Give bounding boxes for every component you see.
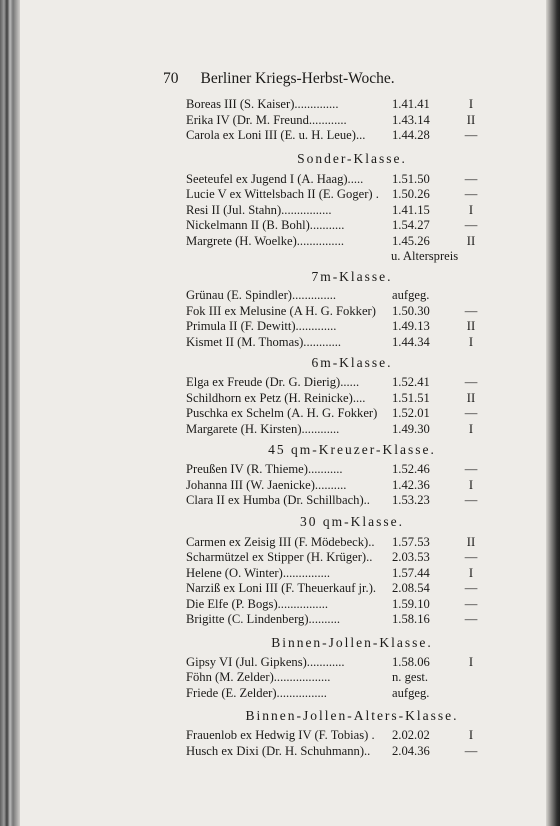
- race-time: 2.08.54: [392, 581, 430, 595]
- boat-entry: Fok III ex Melusine (A H. G. Fokker): [186, 303, 376, 318]
- result-row: [166, 462, 498, 478]
- boat-entry: Helene (O. Winter)...............: [186, 565, 331, 580]
- race-time: aufgeg.: [392, 288, 430, 302]
- placement-mark: I: [468, 565, 474, 580]
- prize-note: [166, 249, 498, 264]
- results-content: [166, 97, 498, 759]
- result-row: [166, 406, 498, 422]
- result-row: [166, 234, 498, 250]
- section-title: Sonder-Klasse.: [297, 150, 407, 166]
- placement-mark: —: [464, 493, 478, 507]
- result-row: [166, 304, 498, 320]
- result-row: [166, 612, 498, 628]
- boat-entry: Carola ex Loni III (E. u. H. Leue)...: [186, 128, 366, 142]
- race-time: 1.49.13: [392, 319, 430, 333]
- boat-entry: Resi II (Jul. Stahn)................: [186, 202, 332, 217]
- race-time: 1.52.01: [392, 406, 430, 420]
- placement-mark: II: [466, 112, 476, 127]
- boat-entry: Kismet II (M. Thomas)............: [186, 334, 342, 349]
- boat-entry: Johanna III (W. Jaenicke)..........: [186, 477, 347, 492]
- race-time: 1.53.23: [392, 493, 430, 507]
- result-row: [166, 113, 498, 129]
- boat-entry: Gipsy VI (Jul. Gipkens)............: [186, 654, 345, 669]
- placement-mark: I: [468, 421, 474, 436]
- result-row: [166, 478, 498, 494]
- race-time: 1.52.46: [392, 462, 430, 476]
- placement-mark: —: [464, 375, 478, 389]
- result-row: [166, 728, 498, 744]
- boat-entry: Lucie V ex Wittelsbach II (E. Goger) .: [186, 187, 379, 201]
- result-row: [166, 655, 498, 671]
- prize-note-text: u. Alterspreis: [391, 249, 459, 263]
- result-row: [166, 391, 498, 407]
- boat-entry: Narziß ex Loni III (F. Theuerkauf jr.).: [186, 581, 377, 595]
- section-title: Binnen-Jollen-Alters-Klasse.: [245, 708, 459, 723]
- race-time: 1.51.50: [392, 171, 430, 186]
- result-row: [166, 288, 498, 304]
- race-time: 2.02.02: [392, 728, 430, 742]
- boat-entry: Die Elfe (P. Bogs)................: [186, 596, 329, 611]
- race-time: 1.43.14: [392, 112, 430, 127]
- placement-mark: I: [468, 477, 474, 492]
- boat-entry: Primula II (F. Dewitt).............: [186, 319, 337, 333]
- result-block: [166, 635, 498, 702]
- race-time: 2.04.36: [392, 743, 430, 758]
- placement-mark: —: [464, 550, 478, 564]
- result-row: [166, 550, 498, 566]
- placement-mark: —: [464, 218, 478, 232]
- placement-mark: II: [466, 319, 476, 333]
- boat-entry: Schildhorn ex Petz (H. Reinicke)....: [186, 390, 366, 405]
- result-row: [166, 422, 498, 438]
- race-time: 1.59.10: [392, 596, 430, 611]
- placement-mark: —: [464, 187, 478, 201]
- boat-entry: Carmen ex Zeisig III (F. Mödebeck)..: [186, 534, 375, 549]
- result-row: [166, 535, 498, 551]
- section-title: 6m-Klasse.: [311, 355, 393, 370]
- race-time: 1.58.16: [392, 612, 430, 626]
- result-row: [166, 128, 498, 144]
- race-time: 1.49.30: [392, 421, 430, 436]
- race-time: 1.57.53: [392, 534, 430, 549]
- result-row: [166, 566, 498, 582]
- race-time: 1.58.06: [392, 654, 430, 669]
- boat-entry: Husch ex Dixi (Dr. H. Schuhmann)..: [186, 743, 371, 758]
- result-row: [166, 218, 498, 234]
- boat-entry: Friede (E. Zelder)................: [186, 685, 327, 700]
- placement-mark: —: [464, 612, 478, 626]
- page-number: 70: [163, 70, 179, 87]
- race-time: 1.51.51: [392, 390, 430, 405]
- race-time: 1.50.26: [392, 187, 430, 201]
- result-row: [166, 670, 498, 686]
- result-block: [166, 269, 498, 350]
- section-title: 45 qm-Kreuzer-Klasse.: [268, 442, 436, 457]
- boat-entry: Grünau (E. Spindler)..............: [186, 288, 337, 302]
- section-title: 30 qm-Klasse.: [300, 513, 404, 529]
- placement-mark: —: [464, 406, 478, 420]
- result-block: [166, 97, 498, 144]
- result-row: [166, 686, 498, 702]
- page-fore-edge: [546, 0, 560, 826]
- race-time: 1.52.41: [392, 375, 430, 389]
- boat-entry: Boreas III (S. Kaiser)..............: [186, 97, 339, 111]
- placement-mark: I: [468, 334, 474, 349]
- boat-entry: Preußen IV (R. Thieme)...........: [186, 462, 343, 476]
- result-row: [166, 744, 498, 760]
- boat-entry: Föhn (M. Zelder)..................: [186, 670, 331, 684]
- race-time: 1.42.36: [392, 477, 430, 492]
- result-row: [166, 187, 498, 203]
- boat-entry: Frauenlob ex Hedwig IV (F. Tobias) .: [186, 728, 375, 742]
- result-block: [166, 355, 498, 437]
- boat-entry: Seeteufel ex Jugend I (A. Haag).....: [186, 171, 364, 186]
- boat-entry: Elga ex Freude (Dr. G. Dierig)......: [186, 375, 360, 389]
- running-title: Berliner Kriegs-Herbst-Woche.: [200, 70, 395, 87]
- placement-mark: —: [464, 303, 478, 318]
- placement-mark: II: [466, 534, 476, 549]
- placement-mark: —: [464, 171, 478, 186]
- boat-entry: Erika IV (Dr. M. Freund............: [186, 112, 347, 127]
- result-row: [166, 375, 498, 391]
- result-row: [166, 493, 498, 509]
- result-block: [166, 514, 498, 628]
- boat-entry: Scharmützel ex Stipper (H. Krüger)..: [186, 550, 373, 564]
- race-time: 1.41.15: [392, 202, 430, 217]
- placement-mark: I: [468, 97, 474, 111]
- boat-entry: Clara II ex Humba (Dr. Schillbach)..: [186, 493, 370, 507]
- placement-mark: —: [464, 581, 478, 595]
- boat-entry: Nickelmann II (B. Bohl)...........: [186, 218, 345, 232]
- boat-entry: Puschka ex Schelm (A. H. G. Fokker): [186, 406, 378, 420]
- race-time: 1.41.41: [392, 97, 430, 111]
- placement-mark: I: [468, 728, 474, 742]
- placement-mark: —: [464, 128, 478, 142]
- race-time: 1.54.27: [392, 218, 430, 232]
- result-block: [166, 442, 498, 509]
- result-row: [166, 319, 498, 335]
- race-time: aufgeg.: [392, 685, 430, 700]
- race-time: 2.03.53: [392, 550, 430, 564]
- race-time: 1.44.28: [392, 128, 430, 142]
- result-row: [166, 97, 498, 113]
- placement-mark: II: [466, 233, 476, 248]
- placement-mark: I: [468, 202, 474, 217]
- result-row: [166, 597, 498, 613]
- placement-mark: —: [464, 462, 478, 476]
- result-row: [166, 335, 498, 351]
- placement-mark: II: [466, 390, 476, 405]
- result-block: [166, 708, 498, 759]
- result-block: [166, 151, 498, 265]
- book-spine-edge: [0, 0, 20, 826]
- placement-mark: I: [468, 654, 474, 669]
- section-title: Binnen-Jollen-Klasse.: [271, 634, 433, 650]
- placement-mark: —: [464, 596, 478, 611]
- race-time: 1.45.26: [392, 233, 430, 248]
- placement-mark: —: [464, 743, 478, 758]
- race-time: n. gest.: [392, 670, 429, 684]
- race-time: 1.57.44: [392, 565, 430, 580]
- page-header: [163, 70, 395, 88]
- result-row: [166, 172, 498, 188]
- race-time: 1.50.30: [392, 303, 430, 318]
- race-time: 1.44.34: [392, 334, 430, 349]
- result-row: [166, 203, 498, 219]
- boat-entry: Margrete (H. Woelke)...............: [186, 233, 344, 248]
- boat-entry: Margarete (H. Kirsten)............: [186, 421, 340, 436]
- section-title: 7m-Klasse.: [311, 269, 393, 284]
- boat-entry: Brigitte (C. Lindenberg)..........: [186, 612, 341, 626]
- result-row: [166, 581, 498, 597]
